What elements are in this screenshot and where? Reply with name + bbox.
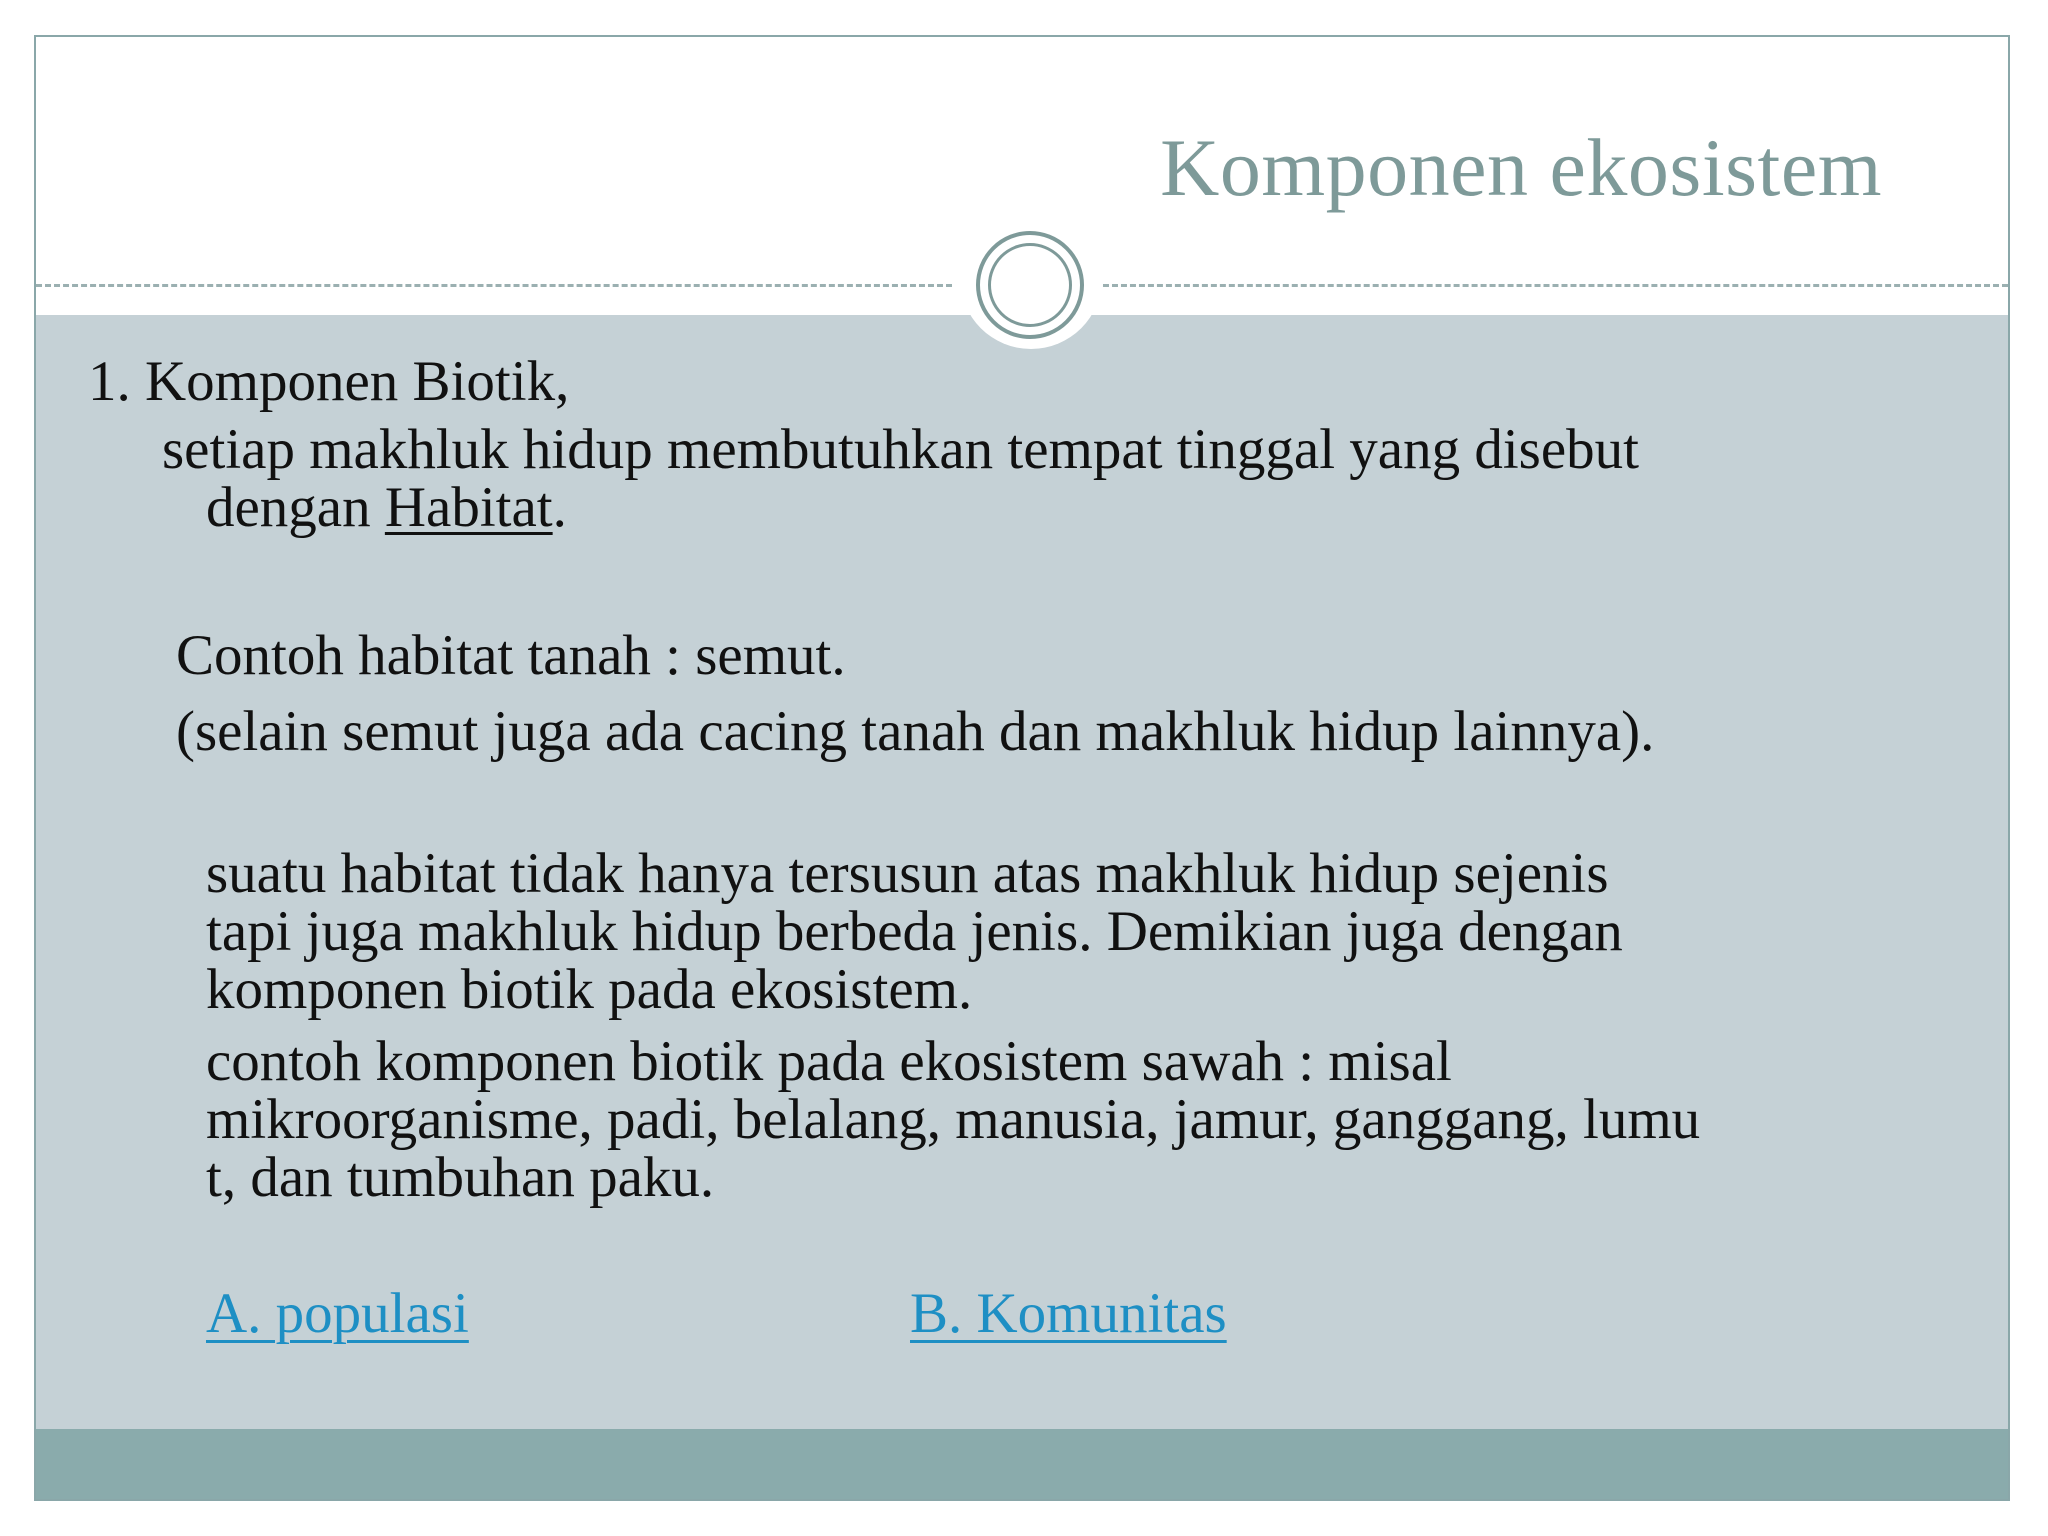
habitat-suffix: . (552, 476, 567, 539)
paragraph-1-line-2: tapi juga makhluk hidup berbeda jenis. Demikian juga dengan (206, 900, 1623, 963)
slide-title: Komponen ekosistem (1160, 122, 1882, 213)
habitat-line-1: setiap makhluk hidup membutuhkan tempat tinggal yang disebut (162, 418, 1639, 481)
slide (34, 35, 2010, 1501)
paragraph-1-line-1: suatu habitat tidak hanya tersusun atas makhluk hidup sejenis (206, 842, 1609, 905)
link-komunitas[interactable]: B. Komunitas (910, 1282, 1227, 1345)
paragraph-2-line-3: t, dan tumbuhan paku. (206, 1146, 715, 1209)
divider-right (1094, 284, 2008, 287)
example-line-2: (selain semut juga ada cacing tanah dan makhluk hidup lainnya). (176, 700, 1655, 763)
habitat-prefix: dengan (206, 476, 385, 539)
example-line-1: Contoh habitat tanah : semut. (176, 624, 846, 687)
habitat-term: Habitat (384, 476, 553, 539)
circle-ornament-inner (988, 243, 1072, 327)
section-heading: 1. Komponen Biotik, (88, 350, 570, 413)
paragraph-1-line-3: komponen biotik pada ekosistem. (206, 958, 973, 1021)
divider-left (36, 284, 952, 287)
paragraph-2-line-1: contoh komponen biotik pada ekosistem sawah : misal (206, 1030, 1452, 1093)
footer-bar (36, 1429, 2008, 1499)
paragraph-2-line-2: mikroorganisme, padi, belalang, manusia, jamur, ganggang, lumu (206, 1088, 1701, 1151)
habitat-line-2 (206, 476, 567, 539)
circle-ornament-icon (976, 231, 1084, 339)
link-populasi[interactable]: A. populasi (206, 1282, 469, 1345)
